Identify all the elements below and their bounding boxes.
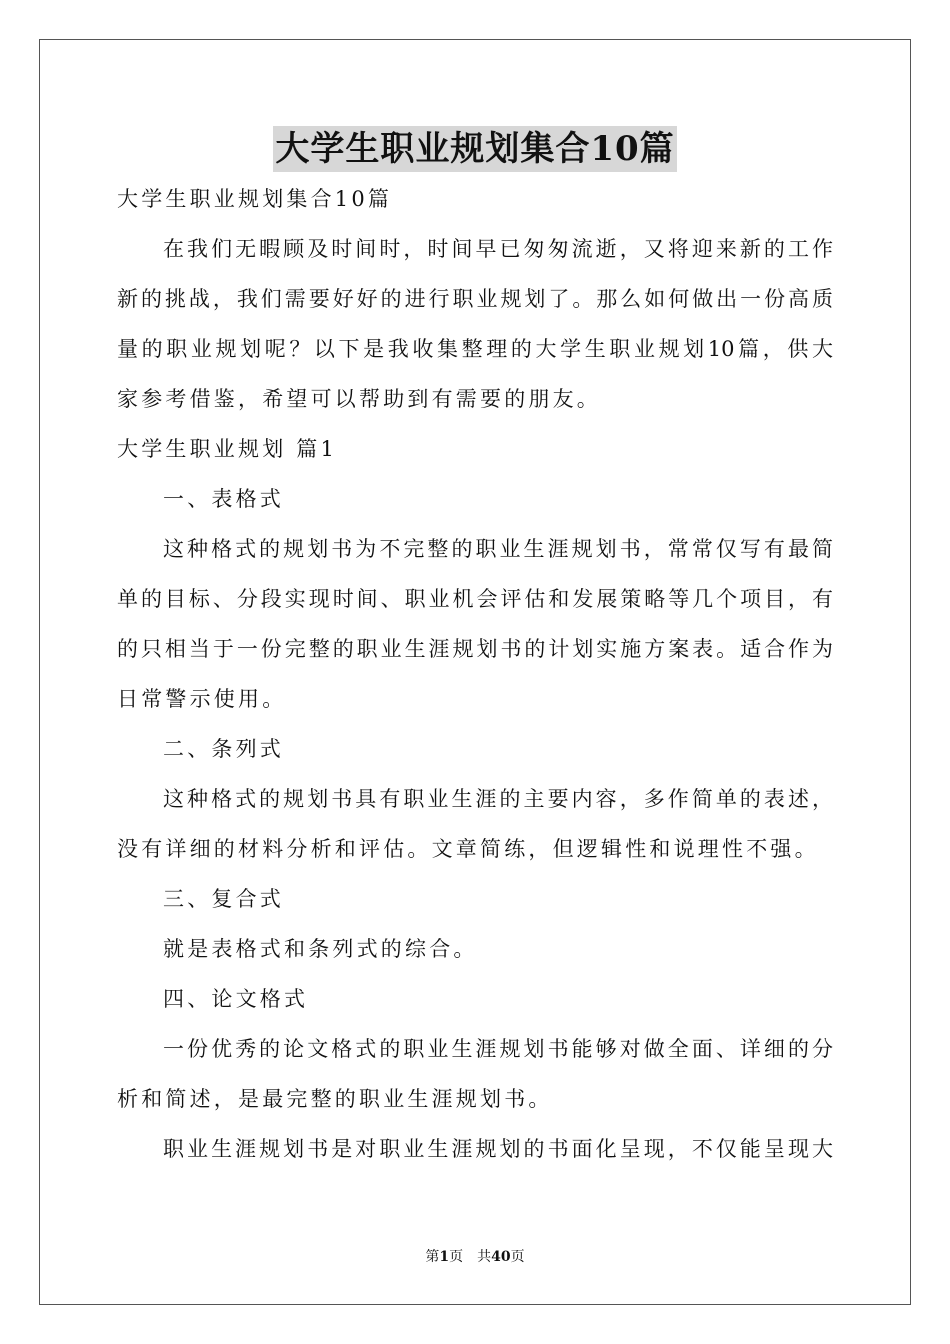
paragraph-line: 的只相当于一份完整的职业生涯规划书的计划实施方案表。适合作为	[117, 637, 833, 661]
paragraph-line: 新的挑战，我们需要好好的进行职业规划了。那么如何做出一份高质	[117, 287, 833, 311]
subheading: 二、条列式	[163, 737, 284, 761]
subheading: 四、论文格式	[163, 987, 309, 1011]
page-border	[39, 39, 911, 1305]
footer-mid: 页 共	[449, 1249, 492, 1265]
paragraph-line: 单的目标、分段实现时间、职业机会评估和发展策略等几个项目，有	[117, 587, 833, 611]
paragraph-line: 职业生涯规划书是对职业生涯规划的书面化呈现，不仅能呈现大	[163, 1137, 833, 1161]
paragraph-line: 在我们无暇顾及时间时，时间早已匆匆流逝，又将迎来新的工作	[163, 237, 833, 261]
paragraph-line: 量的职业规划呢？以下是我收集整理的大学生职业规划10篇，供大	[117, 337, 833, 361]
title-wrap	[0, 126, 950, 172]
page-footer	[0, 1247, 950, 1267]
footer-suffix: 页	[510, 1249, 525, 1265]
section-heading: 大学生职业规划 篇1	[117, 437, 338, 461]
paragraph-line: 就是表格式和条列式的综合。	[163, 937, 478, 961]
paragraph-line: 这种格式的规划书具有职业生涯的主要内容，多作简单的表述，	[163, 787, 833, 811]
paragraph-line: 析和简述，是最完整的职业生涯规划书。	[117, 1087, 553, 1111]
paragraph-line: 这种格式的规划书为不完整的职业生涯规划书，常常仅写有最简	[163, 537, 833, 561]
paragraph-line: 没有详细的材料分析和评估。文章简练，但逻辑性和说理性不强。	[117, 837, 819, 861]
subheading: 三、复合式	[163, 887, 284, 911]
document-title: 大学生职业规划集合10篇	[273, 126, 676, 172]
paragraph-line: 家参考借鉴，希望可以帮助到有需要的朋友。	[117, 387, 601, 411]
subheading: 一、表格式	[163, 487, 284, 511]
paragraph-line: 一份优秀的论文格式的职业生涯规划书能够对做全面、详细的分	[163, 1037, 833, 1061]
footer-page-number: 1	[439, 1249, 450, 1265]
footer-page-total: 40	[491, 1249, 511, 1265]
footer-prefix: 第	[425, 1249, 440, 1265]
subtitle-line: 大学生职业规划集合10篇	[117, 187, 393, 211]
paragraph-line: 日常警示使用。	[117, 687, 287, 711]
